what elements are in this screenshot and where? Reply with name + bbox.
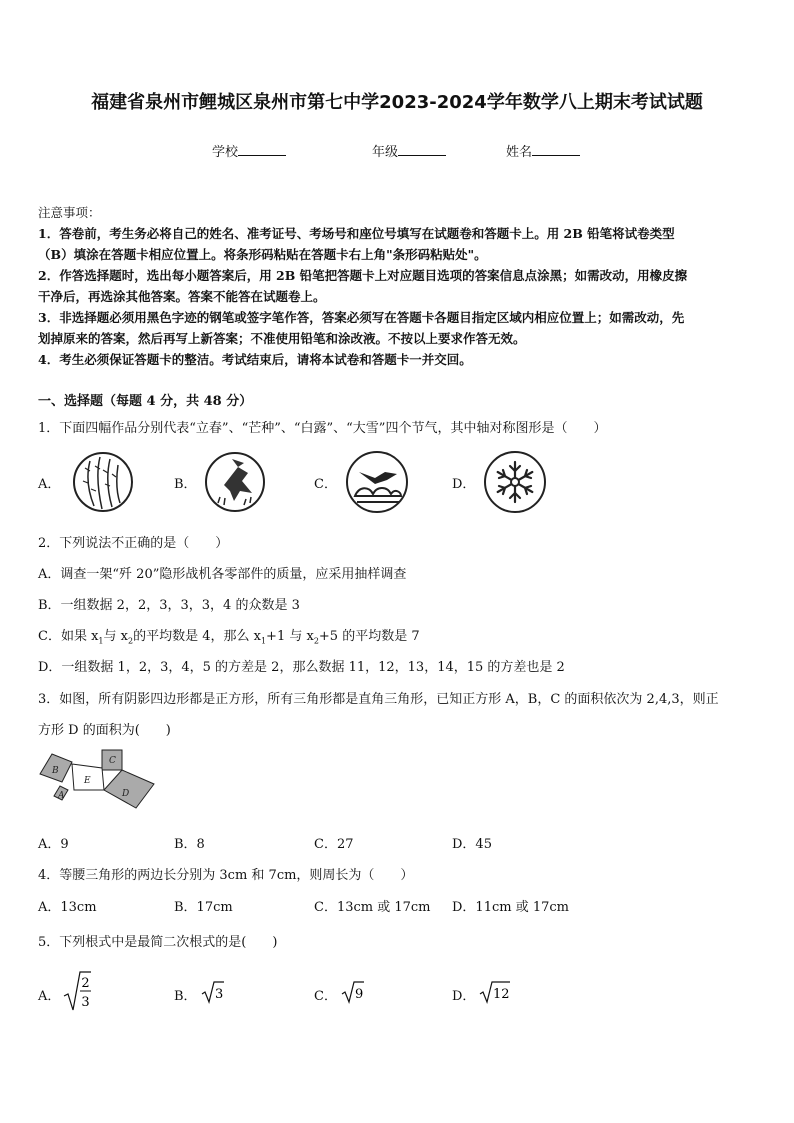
q4-option-c[interactable]: C．13cm 或 17cm bbox=[314, 900, 431, 915]
grade-field[interactable] bbox=[372, 141, 446, 160]
label-D: D bbox=[122, 789, 130, 799]
q3-stem-line2: 方形 D 的面积为( ) bbox=[38, 723, 171, 738]
q3-option-a[interactable]: A．9 bbox=[38, 837, 69, 852]
q3-stem-line1: 3．如图，所有阴影四边形都是正方形，所有三角形都是直角三角形，已知正方形 A，B，C 的面积依次为 2,4,3，则正 bbox=[38, 692, 719, 707]
q2-option-c[interactable]: C．如果 $x_1$与 $x_2$的平均数是 4，那么 $x_1+1$ 与 $x_2+5$ 的平均数是 7 bbox=[38, 629, 420, 646]
q5-a-radical bbox=[62, 968, 92, 1014]
label-C: C bbox=[109, 756, 116, 766]
q5-b-radical bbox=[200, 979, 226, 1005]
q5-a-numerator: 2 bbox=[81, 976, 90, 991]
q5-option-a[interactable]: A． bbox=[38, 989, 61, 1004]
section-heading: 一、选择题（每题 4 分，共 48 分） bbox=[38, 394, 253, 409]
q3-option-d[interactable]: D．45 bbox=[452, 837, 492, 852]
name-label: 姓名 bbox=[506, 145, 533, 160]
q1-stem: 1．下面四幅作品分别代表“立春”、“芒种”、“白露”、“大雪”四个节气，其中轴对称图形是（ ） bbox=[38, 421, 607, 436]
q1-option-d[interactable]: D． bbox=[452, 477, 476, 492]
q5-option-d[interactable]: D． bbox=[452, 989, 476, 1004]
note-line-7: 4．考生必须保证答题卡的整洁。考试结束后，请将本试卷和答题卡一并交回。 bbox=[38, 352, 472, 367]
notes-heading: 注意事项： bbox=[38, 205, 101, 220]
q5-c-radicand: 9 bbox=[355, 987, 364, 1002]
label-B: B bbox=[52, 766, 59, 776]
school-label: 学校 bbox=[212, 145, 239, 160]
q3-option-c[interactable]: C．27 bbox=[314, 837, 354, 852]
note-line-3: 2．作答选择题时，选出每小题答案后，用 2B 铅笔把答题卡上对应题目选项的答案信息点涂黑；如需改动，用橡皮擦 bbox=[38, 268, 688, 283]
q4-stem: 4．等腰三角形的两边长分别为 3cm 和 7cm，则周长为（ ） bbox=[38, 868, 414, 883]
mangzhong-art-icon bbox=[204, 451, 266, 513]
q1-option-b[interactable]: B． bbox=[174, 477, 197, 492]
q5-b-radicand: 3 bbox=[215, 987, 224, 1002]
q1-option-c[interactable]: C． bbox=[314, 477, 337, 492]
q1-option-a[interactable]: A． bbox=[38, 477, 61, 492]
school-field[interactable] bbox=[212, 141, 286, 160]
page-title: 福建省泉州市鲤城区泉州市第七中学2023-2024学年数学八上期末考试试题 bbox=[91, 92, 703, 113]
daxue-snowflake-icon bbox=[483, 450, 547, 514]
q5-c-radical bbox=[340, 979, 366, 1005]
note-line-4: 干净后，再选涂其他答案。答案不能答在试题卷上。 bbox=[38, 289, 326, 304]
label-A: A bbox=[58, 791, 65, 801]
q3-option-b[interactable]: B．8 bbox=[174, 837, 205, 852]
q5-stem: 5．下列根式中是最简二次根式的是( ) bbox=[38, 935, 278, 950]
q5-option-c[interactable]: C． bbox=[314, 989, 337, 1004]
q4-option-a[interactable]: A．13cm bbox=[38, 900, 97, 915]
note-line-5: 3．非选择题必须用黑色字迹的钢笔或签字笔作答，答案必须写在答题卡各题目指定区域内相应位置上；如需改动，先 bbox=[38, 310, 685, 325]
q2-stem: 2．下列说法不正确的是（ ） bbox=[38, 536, 229, 551]
q5-option-b[interactable]: B． bbox=[174, 989, 197, 1004]
q5-d-radical bbox=[478, 979, 512, 1005]
q4-option-d[interactable]: D．11cm 或 17cm bbox=[452, 900, 569, 915]
q4-option-b[interactable]: B．17cm bbox=[174, 900, 233, 915]
note-line-2: （B）填涂在答题卡相应位置上。将条形码粘贴在答题卡右上角"条形码粘贴处"。 bbox=[38, 247, 487, 262]
q2-option-a[interactable]: A．调查一架“歼 20”隐形战机各零部件的质量，应采用抽样调查 bbox=[38, 567, 407, 582]
label-E: E bbox=[84, 776, 91, 786]
note-line-6: 划掉原来的答案，然后再写上新答案；不准使用铅笔和涂改液。不按以上要求作答无效。 bbox=[38, 331, 526, 346]
q3-squares-figure bbox=[38, 748, 158, 810]
q2-option-b[interactable]: B．一组数据 2，2，3，3，3，4 的众数是 3 bbox=[38, 598, 300, 613]
q2-option-d[interactable]: D．一组数据 1，2，3，4，5 的方差是 2，那么数据 11，12，13，14，15 的方差也是 2 bbox=[38, 660, 565, 675]
note-line-1: 1．答卷前，考生务必将自己的姓名、准考证号、考场号和座位号填写在试题卷和答题卡上。用 2B 铅笔将试卷类型 bbox=[38, 226, 675, 241]
q5-d-radicand: 12 bbox=[493, 987, 510, 1002]
q5-a-denominator: 3 bbox=[81, 995, 90, 1010]
grade-label: 年级 bbox=[372, 145, 399, 160]
bailu-art-icon bbox=[345, 450, 409, 514]
name-field[interactable] bbox=[506, 141, 580, 160]
lichun-art-icon bbox=[72, 451, 134, 513]
